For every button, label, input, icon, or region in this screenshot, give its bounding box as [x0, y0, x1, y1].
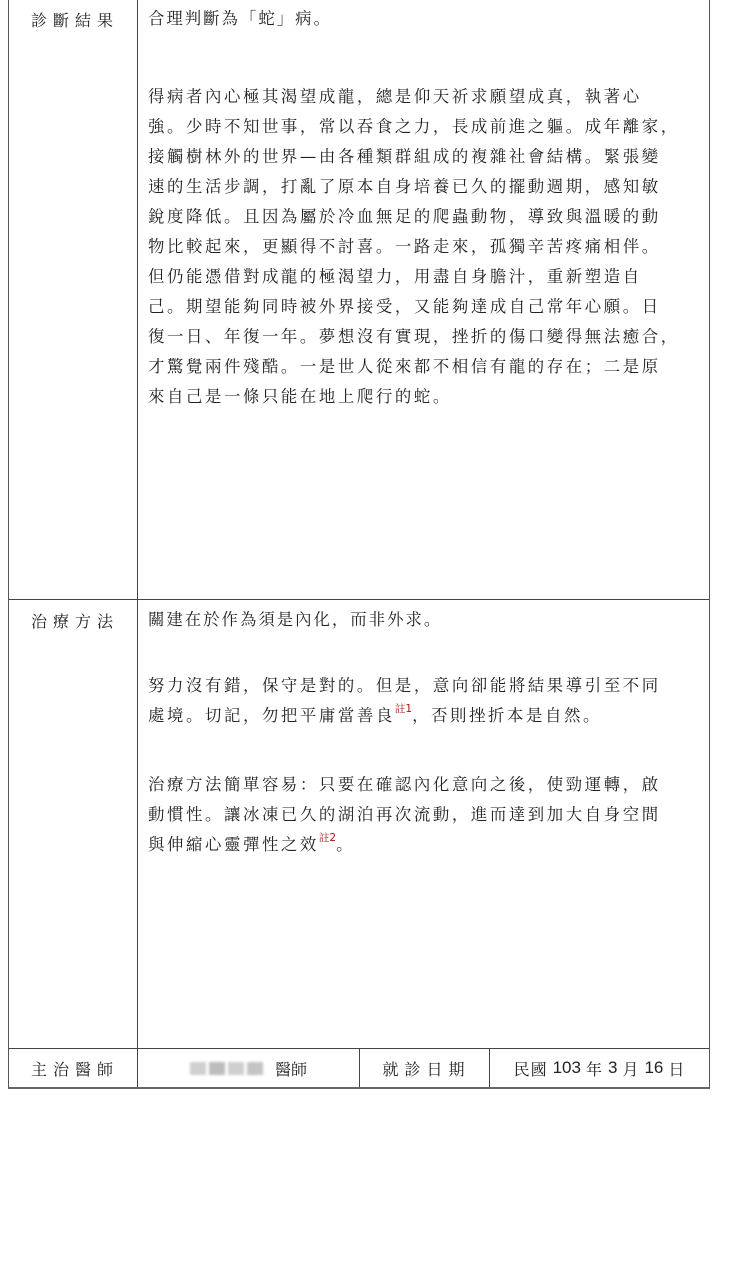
- diagnosis-line: 才驚覺兩件殘酷。一是世人從來都不相信有龍的存在；二是原: [148, 357, 661, 376]
- diagnosis-line: 復一日、年復一年。夢想沒有實現，挫折的傷口變得無法癒合，: [148, 327, 680, 346]
- diagnosis-line: 物比較起來，更顯得不討喜。一路走來，孤獨辛苦疼痛相伴。: [148, 237, 661, 256]
- diagnosis-row: [9, 0, 709, 599]
- doctor-suffix: 醫師: [274, 1059, 307, 1079]
- diagnosis-line: 但仍能憑借對成龍的極渴望力，用盡自身膽汁，重新塑造自: [148, 267, 642, 286]
- doctor-label: 主治醫師: [9, 1049, 138, 1087]
- paragraph-gap: [148, 30, 701, 82]
- treatment-text: ，否則挫折本是自然。: [412, 706, 602, 725]
- visit-date-value: [490, 1049, 709, 1087]
- treatment-row: [9, 599, 709, 1048]
- date-era: 民國: [513, 1059, 548, 1079]
- medical-record-table: [8, 0, 710, 1089]
- treatment-text: 處境。切記，勿把平庸當善良: [148, 706, 395, 725]
- diagnosis-content: [138, 0, 709, 599]
- treatment-content: [138, 600, 709, 1048]
- treatment-line: [148, 701, 701, 731]
- date-day-unit: 日: [668, 1059, 686, 1079]
- date-month-unit: 月: [622, 1059, 640, 1079]
- date-month: 3: [607, 1058, 618, 1077]
- diagnosis-line: 強。少時不知世事，常以吞食之力，長成前進之軀。成年離家，: [148, 117, 680, 136]
- treatment-line: [148, 830, 701, 860]
- treatment-label: 治療方法: [9, 600, 138, 1048]
- treatment-text: 與伸縮心靈彈性之效: [148, 835, 319, 854]
- footnote-1-marker[interactable]: 註1: [394, 703, 413, 715]
- paragraph-gap: [148, 631, 701, 671]
- diagnosis-line: 己。期望能夠同時被外界接受，又能夠達成自己常年心願。日: [148, 297, 661, 316]
- visit-date-label: 就診日期: [360, 1049, 490, 1087]
- treatment-line: 努力沒有錯，保守是對的。但是，意向卻能將結果導引至不同: [148, 676, 661, 695]
- date-day: 16: [644, 1058, 664, 1077]
- diagnosis-line: 速的生活步調，打亂了原本自身培養已久的擺動週期，感知敏: [148, 177, 661, 196]
- diagnosis-line: 來自己是一條只能在地上爬行的蛇。: [148, 387, 452, 406]
- treatment-summary: 關建在於作為須是內化，而非外求。: [148, 610, 443, 629]
- date-year-unit: 年: [585, 1059, 603, 1079]
- treatment-line: 治療方法簡單容易：只要在確認內化意向之後，使勁運轉，啟: [148, 775, 661, 794]
- diagnosis-line: 得病者內心極其渴望成龍，總是仰天祈求願望成真，執著心: [148, 87, 642, 106]
- footnote-2-marker[interactable]: 註2: [318, 832, 337, 844]
- treatment-text: 。: [336, 835, 356, 854]
- diagnosis-label: 診斷結果: [9, 0, 138, 599]
- diagnosis-summary: 合理判斷為「蛇」病。: [148, 9, 332, 28]
- paragraph-gap: [148, 731, 701, 770]
- doctor-name-cell: [138, 1049, 360, 1087]
- signature-row: [9, 1048, 709, 1087]
- date-year: 103: [552, 1058, 581, 1077]
- redacted-doctor-name: [190, 1062, 263, 1075]
- diagnosis-line: 接觸樹林外的世界—由各種類群組成的複雜社會結構。緊張變: [148, 147, 661, 166]
- treatment-line: 動慣性。讓冰凍已久的湖泊再次流動，進而達到加大自身空間: [148, 805, 661, 824]
- diagnosis-line: 銳度降低。且因為屬於冷血無足的爬蟲動物，導致與溫暖的動: [148, 207, 661, 226]
